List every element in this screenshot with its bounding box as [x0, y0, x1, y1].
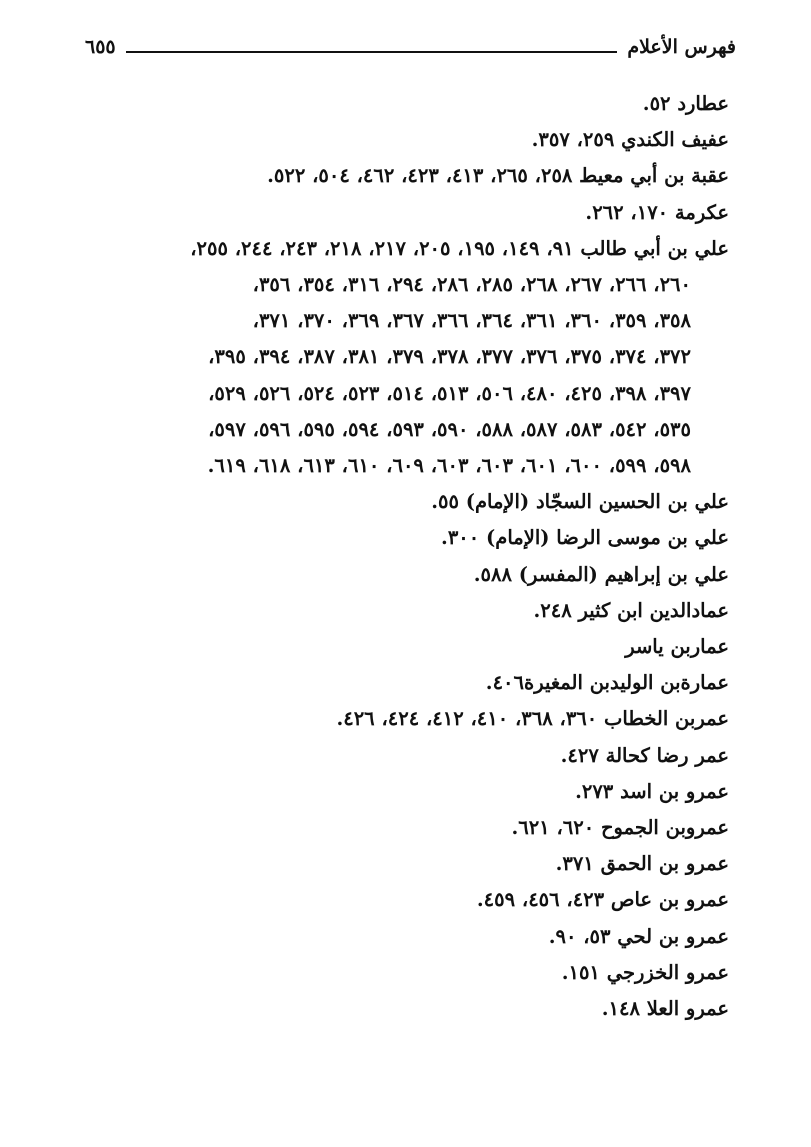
- index-entry-continuation: [120, 339, 729, 375]
- index-entry: عمرو الخزرجي ١٥١.: [561, 960, 729, 984]
- index-entry: علي بن موسى الرضا (الإمام) ٣٠٠.: [441, 526, 729, 550]
- continuation-line: ٢٦٠، ٢٦٦، ٢٦٧، ٢٦٨، ٢٨٥، ٢٨٦، ٢٩٤، ٣١٦، ٣٥٤، ٣٥٦،: [252, 273, 691, 297]
- index-entry: عكرمة ١٧٠، ٢٦٢.: [585, 200, 729, 224]
- continuation-line: ٥٣٥، ٥٤٢، ٥٨٣، ٥٨٧، ٥٨٨، ٥٩٠، ٥٩٣، ٥٩٤، ٥٩٥، ٥٩٦، ٥٩٧،: [208, 417, 691, 441]
- index-entry: عمرو بن الحمق ٣٧١.: [555, 852, 729, 876]
- header-rule: [126, 51, 618, 53]
- index-entry-continuation: [120, 448, 729, 484]
- running-header: [85, 30, 736, 64]
- index-entry: علي بن إبراهيم (المفسر) ٥٨٨.: [473, 562, 729, 586]
- index-entry: عماربن ياسر: [625, 635, 729, 659]
- continuation-line: ٣٧٢، ٣٧٤، ٣٧٥، ٣٧٦، ٣٧٧، ٣٧٨، ٣٧٩، ٣٨١، ٣٨٧، ٣٩٤، ٣٩٥،: [208, 345, 691, 369]
- index-entry-continuation: [120, 303, 729, 339]
- index-entry: علي بن الحسين السجّاد (الإمام) ٥٥.: [431, 490, 729, 514]
- index-entry: عقبة بن أبي معيط ٢٥٨، ٢٦٥، ٤١٣، ٤٢٣، ٤٦٢، ٥٠٤، ٥٢٢.: [267, 164, 729, 188]
- continuation-line: ٣٩٧، ٣٩٨، ٤٢٥، ٤٨٠، ٥٠٦، ٥١٣، ٥١٤، ٥٢٣، ٥٢٤، ٥٢٦، ٥٢٩،: [208, 381, 691, 405]
- index-entry-continuation: [120, 412, 729, 448]
- continuation-line: ٣٥٨، ٣٥٩، ٣٦٠، ٣٦١، ٣٦٤، ٣٦٦، ٣٦٧، ٣٦٩، ٣٧٠، ٣٧١،: [252, 309, 691, 333]
- page-number: ٦٥٥: [85, 36, 116, 58]
- index-entry: عمادالدين ابن كثير ٢٤٨.: [533, 598, 729, 622]
- continuation-line: ٥٩٨، ٥٩٩، ٦٠٠، ٦٠١، ٦٠٣، ٦٠٣، ٦٠٩، ٦١٠، ٦١٣، ٦١٨، ٦١٩.: [207, 454, 691, 478]
- index-entry: عفيف الكندي ٢٥٩، ٣٥٧.: [531, 128, 729, 152]
- running-title: فهرس الأعلام: [627, 36, 736, 58]
- index-entry: عمرو بن اسد ٢٧٣.: [575, 779, 729, 803]
- index-entry: عمرو العلا ١٤٨.: [601, 997, 729, 1021]
- index-entry: عمربن الخطاب ٣٦٠، ٣٦٨، ٤١٠، ٤١٢، ٤٢٤، ٤٢٦.: [336, 707, 729, 731]
- index-entry: عمروبن الجموح ٦٢٠، ٦٢١.: [511, 816, 729, 840]
- index-entry: عطارد ٥٢.: [642, 92, 729, 115]
- index-entry: عمارةبن الوليدبن المغيرة٤٠٦.: [485, 671, 729, 695]
- index-entry: عمرو بن لحي ٥٣، ٩٠.: [548, 924, 729, 948]
- index-entry: عمر رضا كحالة ٤٢٧.: [560, 743, 729, 767]
- index-entry-continuation: [120, 376, 729, 412]
- index-entry: عمرو بن عاص ٤٢٣، ٤٥٦، ٤٥٩.: [476, 888, 729, 912]
- index-entry-continuation: [120, 267, 729, 303]
- index-entry: علي بن أبي طالب ٩١، ١٤٩، ١٩٥، ٢٠٥، ٢١٧، ٢١٨، ٢٤٣، ٢٤٤، ٢٥٥،: [190, 236, 729, 260]
- index-entries-list: [120, 86, 729, 1027]
